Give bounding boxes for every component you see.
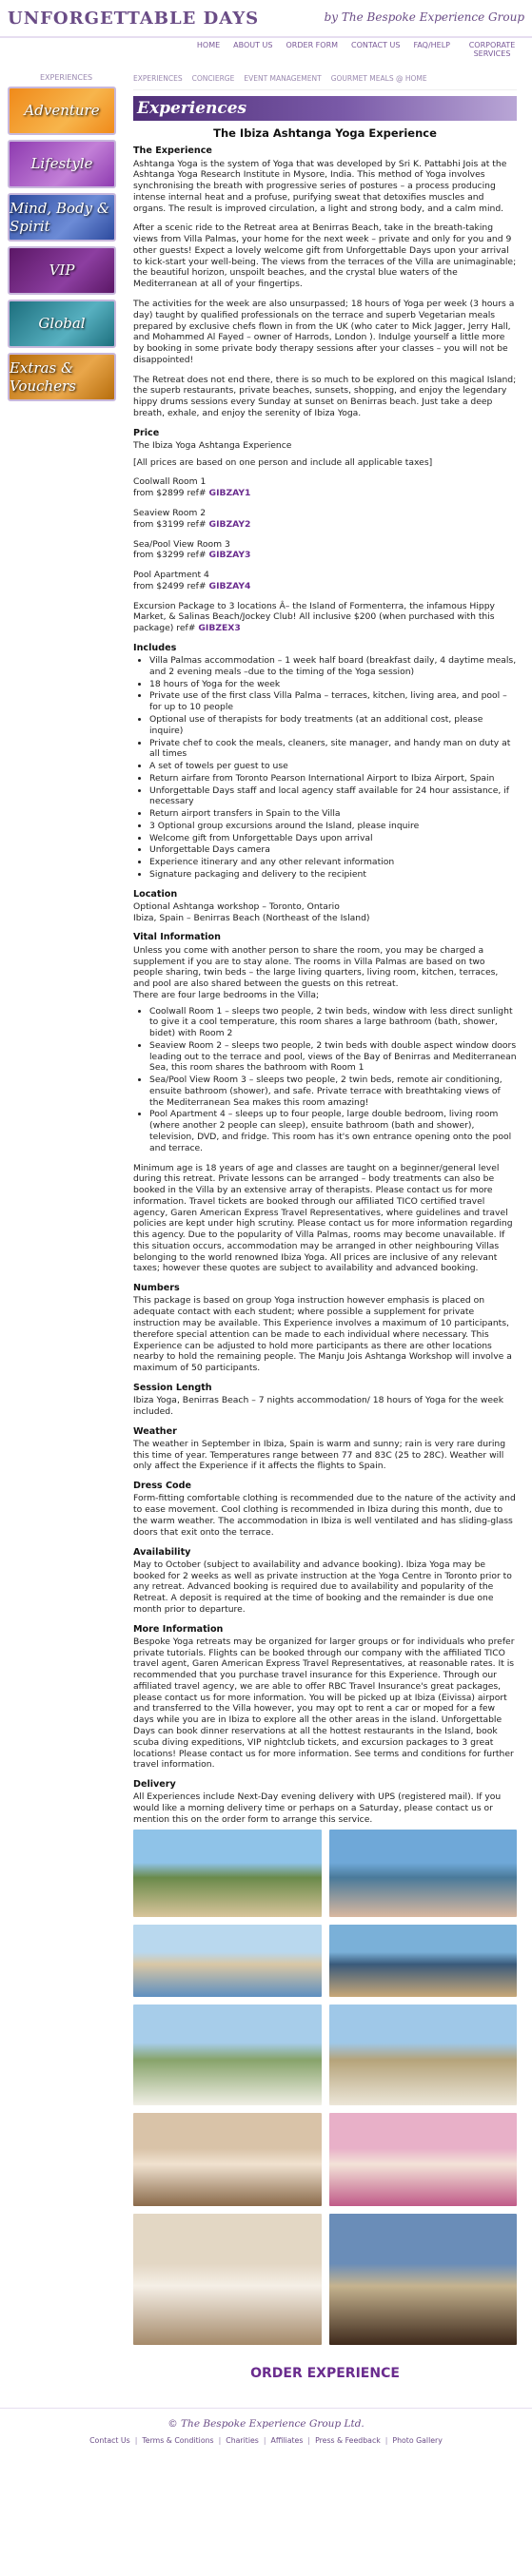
footer-link-charities[interactable]: Charities (226, 2435, 259, 2445)
page-title: The Ibiza Ashtanga Yoga Experience (213, 126, 437, 140)
subnav-experiences[interactable]: EXPERIENCES (133, 74, 183, 83)
experience-paragraph: After a scenic ride to the Retreat area at Benirras Beach, take in the breath-taking views from Villa Palmas, your home for the next week – private and only for you and 9 other guests! Expect a lovely welcome gift from Unforgettable Days upon your arrival to kick-start your well-being. The views from the terraces of the Villa are unimaginable; the beautiful horizon, unspoilt beaches, and the crystal blue waters of the Mediterranean at all of your fingertips. (133, 223, 517, 290)
sidebar-item-vip[interactable]: VIP (8, 246, 116, 295)
nav-contact-us[interactable]: CONTACT US (351, 41, 401, 49)
list-item: • Villa Palmas accommodation – 1 week half board (breakfast daily, 4 daytime meals, and 2 evening meals –due to the timing of the Yoga session) (149, 655, 517, 678)
price-room: Sea/Pool View Room 3 (133, 538, 230, 550)
main-content (124, 67, 522, 2408)
pool-yoga-photo (133, 1925, 322, 1997)
location-line: Ibiza, Spain – Benirras Beach (Northeast of the Island) (133, 912, 370, 923)
subnav-event-management[interactable]: EVENT MANAGEMENT (244, 74, 322, 83)
sidebar-item-extras-vouchers[interactable]: Extras & Vouchers (8, 353, 116, 401)
beach-cove-photo (133, 1830, 322, 1917)
price-name: The Ibiza Yoga Ashtanga Experience (133, 439, 292, 451)
sidebar (0, 67, 124, 2408)
weather-heading: Weather (133, 1425, 177, 1437)
price-amount: from $2499 ref# (133, 580, 207, 591)
sidebar-item-global[interactable]: Global (8, 300, 116, 348)
excursion-text: Excursion Package to 3 locations Â– the Island of Formenterra, the infamous Hippy Market, & Salinas Beach/Jockey Club! All inclusive $200 (when purchased with this package) ref# (133, 600, 495, 634)
more-info-heading: More Information (133, 1623, 224, 1635)
price-room: Pool Apartment 4 (133, 570, 209, 581)
site-header (0, 0, 532, 38)
sea-view-doorway-photo (329, 2214, 518, 2345)
delivery-heading: Delivery (133, 1779, 176, 1791)
site-tagline: by The Bespoke Experience Group (324, 10, 524, 24)
site-footer (0, 2408, 532, 2446)
nav-about-us[interactable]: ABOUT US (233, 41, 273, 49)
experience-paragraph: The activities for the week are also unsurpassed; 18 hours of Yoga per week (3 hours a day) taught by qualified professionals on the terrace and superb Vegetarian meals prepared by exclusive chefs flown in from the UK (who cater to Mick Jagger, Jerry Hall, and Mohammed Al Fayed – owner of Harrods, London ). Indulge yourself a little more by booking in some private body therapy sessions after your classes – you will not be disappointed! (133, 299, 515, 365)
sidebar-heading: EXPERIENCES (40, 73, 93, 82)
price-ref: GIBZAY4 (208, 580, 251, 591)
subnav-gourmet-meals[interactable]: GOURMET MEALS @ HOME (330, 74, 427, 83)
delivery-text: All Experiences include Next-Day evening delivery with UPS (registered mail). If you would like a morning delivery time or perhaps on a Saturday, please contact us or mention this on the order form to arrange this service. (133, 1792, 502, 1825)
experience-paragraph: The Retreat does not end there, there is so much to be explored on this magical Island; the superb restaurants, private beaches, sunsets, shopping, and enjoy the legendary hippy drums sessions every Sunday at sunset on Benirras beach. Just take a deep breath, exhale, and enjoy the serenity of Ibiza Yoga. (133, 374, 517, 418)
footer-separator: | (307, 2435, 311, 2445)
list-item: • A set of towels per guest to use (149, 761, 517, 772)
experience-article (133, 126, 517, 2383)
session-text: Ibiza Yoga, Benirras Beach – 7 nights accommodation/ 18 hours of Yoga for the week included. (133, 1395, 504, 1417)
session-heading: Session Length (133, 1382, 212, 1393)
weather-text: The weather in September in Ibiza, Spain is warm and sunny; rain is very rare during this time of year. Temperatures range between 77 and 83C (25 to 28C). Weather will only affect the Experience if it affects the flights to Spain. (133, 1438, 506, 1472)
vital-info-paragraph (133, 945, 517, 1001)
nav-faq-help[interactable]: FAQ/HELP (413, 41, 450, 49)
more-info-text: Bespoke Yoga retreats may be organized for larger groups or for individuals who prefer private tutorials. Flights can be booked through our company with the affiliated TICO travel agent, Garen American Express Travel Representatives, at reasonable rates. It is recommended that you purchase travel insurance for this Experience. Through our affiliated travel agency, we are able to offer RBC Travel Insurance's great packages, please contact us for more information. You will be picked up at Ibiza (Eivissa) airport and transferred to the Villa however, you may opt to rent a car or moped for a few days while you are in Ibiza to explore all the other areas in the island. Unforgettable Days can book dinner reservations at all the hottest restaurants in the Island, book scuba diving expeditions, VIP nightclub tickets, and excursion packages to 3 great locations! Please contact us for more information. See terms and conditions for further travel information. (133, 1636, 515, 1771)
price-room: Coolwall Room 1 (133, 476, 207, 488)
price-item (133, 539, 517, 562)
vital-info-text: Unless you come with another person to share the room, you may be charged a supplement if you are to stay alone. The rooms in Villa Palmas are based on two people sharing, twin beds – the large living quarters, living room, kitchen, terraces, and pool are also shared between the guests on this retreat. (133, 944, 499, 990)
sidebar-item-lifestyle[interactable]: Lifestyle (8, 140, 116, 188)
footer-separator: | (384, 2435, 388, 2445)
price-amount: from $3299 ref# (133, 550, 207, 561)
sidebar-item-adventure[interactable]: Adventure (8, 87, 116, 135)
list-item: • Private use of the first class Villa Palma – terraces, kitchen, living area, and pool – for up to 10 people (149, 690, 517, 713)
photo-gallery (133, 1830, 517, 2345)
numbers-heading: Numbers (133, 1283, 180, 1294)
section-banner: Experiences (133, 96, 517, 121)
includes-list (149, 655, 517, 881)
pink-room-photo (329, 2113, 518, 2206)
includes-heading: Includes (133, 642, 177, 653)
nav-corporate-services[interactable]: CORPORATE SERVICES (468, 41, 516, 58)
list-item: • 18 hours of Yoga for the week (149, 679, 517, 690)
excursion-ref: GIBZEX3 (198, 623, 241, 634)
vital-info-text: There are four large bedrooms in the Villa; (133, 989, 320, 1000)
price-ref: GIBZAY2 (208, 518, 251, 530)
experience-paragraph: Ashtanga Yoga is the system of Yoga that was developed by Sri K. Pattabhi Jois at the Ashtanga Yoga Research Institute in Mysore, India. This method of Yoga involves synchronising the breath with progressive series of postures – a process producing intense internal heat and a profuse, purifying sweat that detoxifies muscles and organs. The result is improved circulation, a light and strong body, and a calm mind. (133, 158, 507, 214)
availability-text: May to October (subject to availability and advance booking). Ibiza Yoga may be booked for 2 weeks as well as private instruction at the Yoga Centre in Toronto prior to any retreat. Advanced booking is required due to availability and popularity of the Retreat. A deposit is required at the time of booking and the remainder is due one month prior to departure. (133, 1559, 512, 1615)
villa-exterior-photo (133, 2005, 322, 2105)
footer-links (0, 2436, 532, 2446)
price-item (133, 476, 517, 499)
list-item: • Signature packaging and delivery to the recipient (149, 869, 517, 881)
price-note: [All prices are based on one person and include all applicable taxes] (133, 456, 433, 468)
vital-info-paragraph: Minimum age is 18 years of age and classes are taught on a beginner/general level during this retreat. Private lessons can be arranged – body treatments can also be booked in the Villa by an extensive array of therapists. Please contact us for more information. Travel tickets are booked through our affiliated TICO certified travel agency, Garen American Express Travel Representatives, where guidelines and travel policies are kept under high scrutiny. Please contact us for more information regarding this agency. Due to the popularity of Villa Palmas, rooms may become unavailable. If this situation occurs, accommodation may be arranged in other neighbouring Villas belonging to the world renowned Ibiza Yoga. All prices are inclusive of any relevant taxes; however these quotes are subject to availability and advanced booking. (133, 1162, 513, 1274)
yoga-pose-photo (329, 1925, 518, 1997)
list-item: • Optional use of therapists for body treatments (at an additional cost, please inquire) (149, 714, 517, 737)
list-item: • Unforgettable Days staff and local agency staff available for 24 hour assistance, if necessary (149, 785, 517, 808)
footer-link-contact-us[interactable]: Contact Us (89, 2435, 130, 2445)
price-amount: from $2899 ref# (133, 488, 207, 499)
location-text (133, 901, 517, 924)
list-item: • Seaview Room 2 – sleeps two people, 2 twin beds with double aspect window doors leading out to the terrace and pool, views of the Bay of Benirras and Mediterranean Sea, this room shares the bathroom with Room 1 (149, 1040, 517, 1074)
numbers-text: This package is based on group Yoga instruction however emphasis is placed on adequate contact with each student; where possible a supplement for private instruction may be available. This Experience involves a maximum of 10 participants, therefore special attention can be made to each individual where necessary. This Experience can be adjusted to hold more participants as there are other locations nearby to hold the remaining people. The Manju Jois Ashtanga Workshop will involve a maximum of 50 participants. (133, 1295, 512, 1374)
footer-separator: | (134, 2435, 138, 2445)
order-experience-button[interactable]: ORDER EXPERIENCE (250, 2365, 400, 2381)
subnav-concierge[interactable]: CONCIERGE (191, 74, 235, 83)
price-heading: Price (133, 427, 160, 438)
bedroom-photo (133, 2113, 322, 2206)
villa-courtyard-photo (329, 2005, 518, 2105)
price-room: Seaview Room 2 (133, 507, 207, 518)
price-item (133, 508, 517, 531)
footer-link-press-feedback[interactable]: Press & Feedback (315, 2435, 381, 2445)
list-item: • Experience itinerary and any other relevant information (149, 857, 517, 868)
dress-code-heading: Dress Code (133, 1481, 191, 1492)
rooms-list (149, 1006, 517, 1154)
footer-link-affiliates[interactable]: Affiliates (270, 2435, 304, 2445)
experience-heading: The Experience (133, 145, 212, 157)
price-ref: GIBZAY1 (208, 488, 251, 499)
footer-separator: | (263, 2435, 266, 2445)
list-item: • Unforgettable Days camera (149, 844, 517, 856)
sub-navigation (133, 69, 517, 90)
footer-separator: | (218, 2435, 222, 2445)
nav-order-form[interactable]: ORDER FORM (286, 41, 339, 49)
list-item: • Private chef to cook the meals, cleaners, site manager, and handy man on duty at all times (149, 738, 517, 761)
availability-heading: Availability (133, 1546, 191, 1558)
location-line: Optional Ashtanga workshop – Toronto, Ontario (133, 901, 340, 912)
terrace-group-photo (329, 1830, 518, 1917)
top-navigation (0, 38, 532, 67)
list-item: • Return airfare from Toronto Pearson International Airport to Ibiza Airport, Spain (149, 773, 517, 784)
nav-home[interactable]: HOME (196, 41, 221, 49)
list-item: • Pool Apartment 4 – sleeps up to four people, large double bedroom, living room (where another 2 people can sleep), ensuite bathroom (bath and shower), television, DVD, and fridge. This room has it's own entrance opening onto the pool and terrace. (149, 1109, 517, 1153)
list-item: • Coolwall Room 1 – sleeps two people, 2 twin beds, window with less direct sunlight to give it a cool temperature, this room shares a large bathroom (bath, shower, bidet) with Room 2 (149, 1006, 517, 1039)
dress-code-text: Form-fitting comfortable clothing is recommended due to the nature of the activity and to ease movement. Cool clothing is recommended in Ibiza during this month, due to the warm weather. The accommodation in Ibiza is well ventilated and has sliding-glass doors that exit onto the terrace. (133, 1493, 516, 1538)
list-item: • Sea/Pool View Room 3 – sleeps two people, 2 twin beds, remote air conditioning, ensuite bathroom (shower), and safe. Private terrace with breathtaking views of the Mediterranean Sea makes this room amazing! (149, 1075, 517, 1108)
vital-info-heading: Vital Information (133, 932, 221, 943)
list-item: • 3 Optional group excursions around the Island, please inquire (149, 821, 517, 832)
location-heading: Location (133, 888, 178, 900)
list-item: • Return airport transfers in Spain to the Villa (149, 808, 517, 820)
sidebar-item-mind-body-spirit[interactable]: Mind, Body & Spirit (8, 193, 116, 242)
shower-photo (133, 2214, 322, 2345)
excursion-package (133, 601, 517, 634)
footer-link-terms[interactable]: Terms & Conditions (142, 2435, 214, 2445)
site-logo[interactable]: UNFORGETTABLE DAYS (8, 9, 260, 29)
price-item (133, 570, 517, 592)
price-amount: from $3199 ref# (133, 518, 207, 530)
list-item: • Welcome gift from Unforgettable Days upon arrival (149, 833, 517, 844)
footer-link-photo-gallery[interactable]: Photo Gallery (392, 2435, 443, 2445)
footer-brand: © The Bespoke Experience Group Ltd. (167, 2417, 365, 2430)
price-ref: GIBZAY3 (208, 550, 251, 561)
